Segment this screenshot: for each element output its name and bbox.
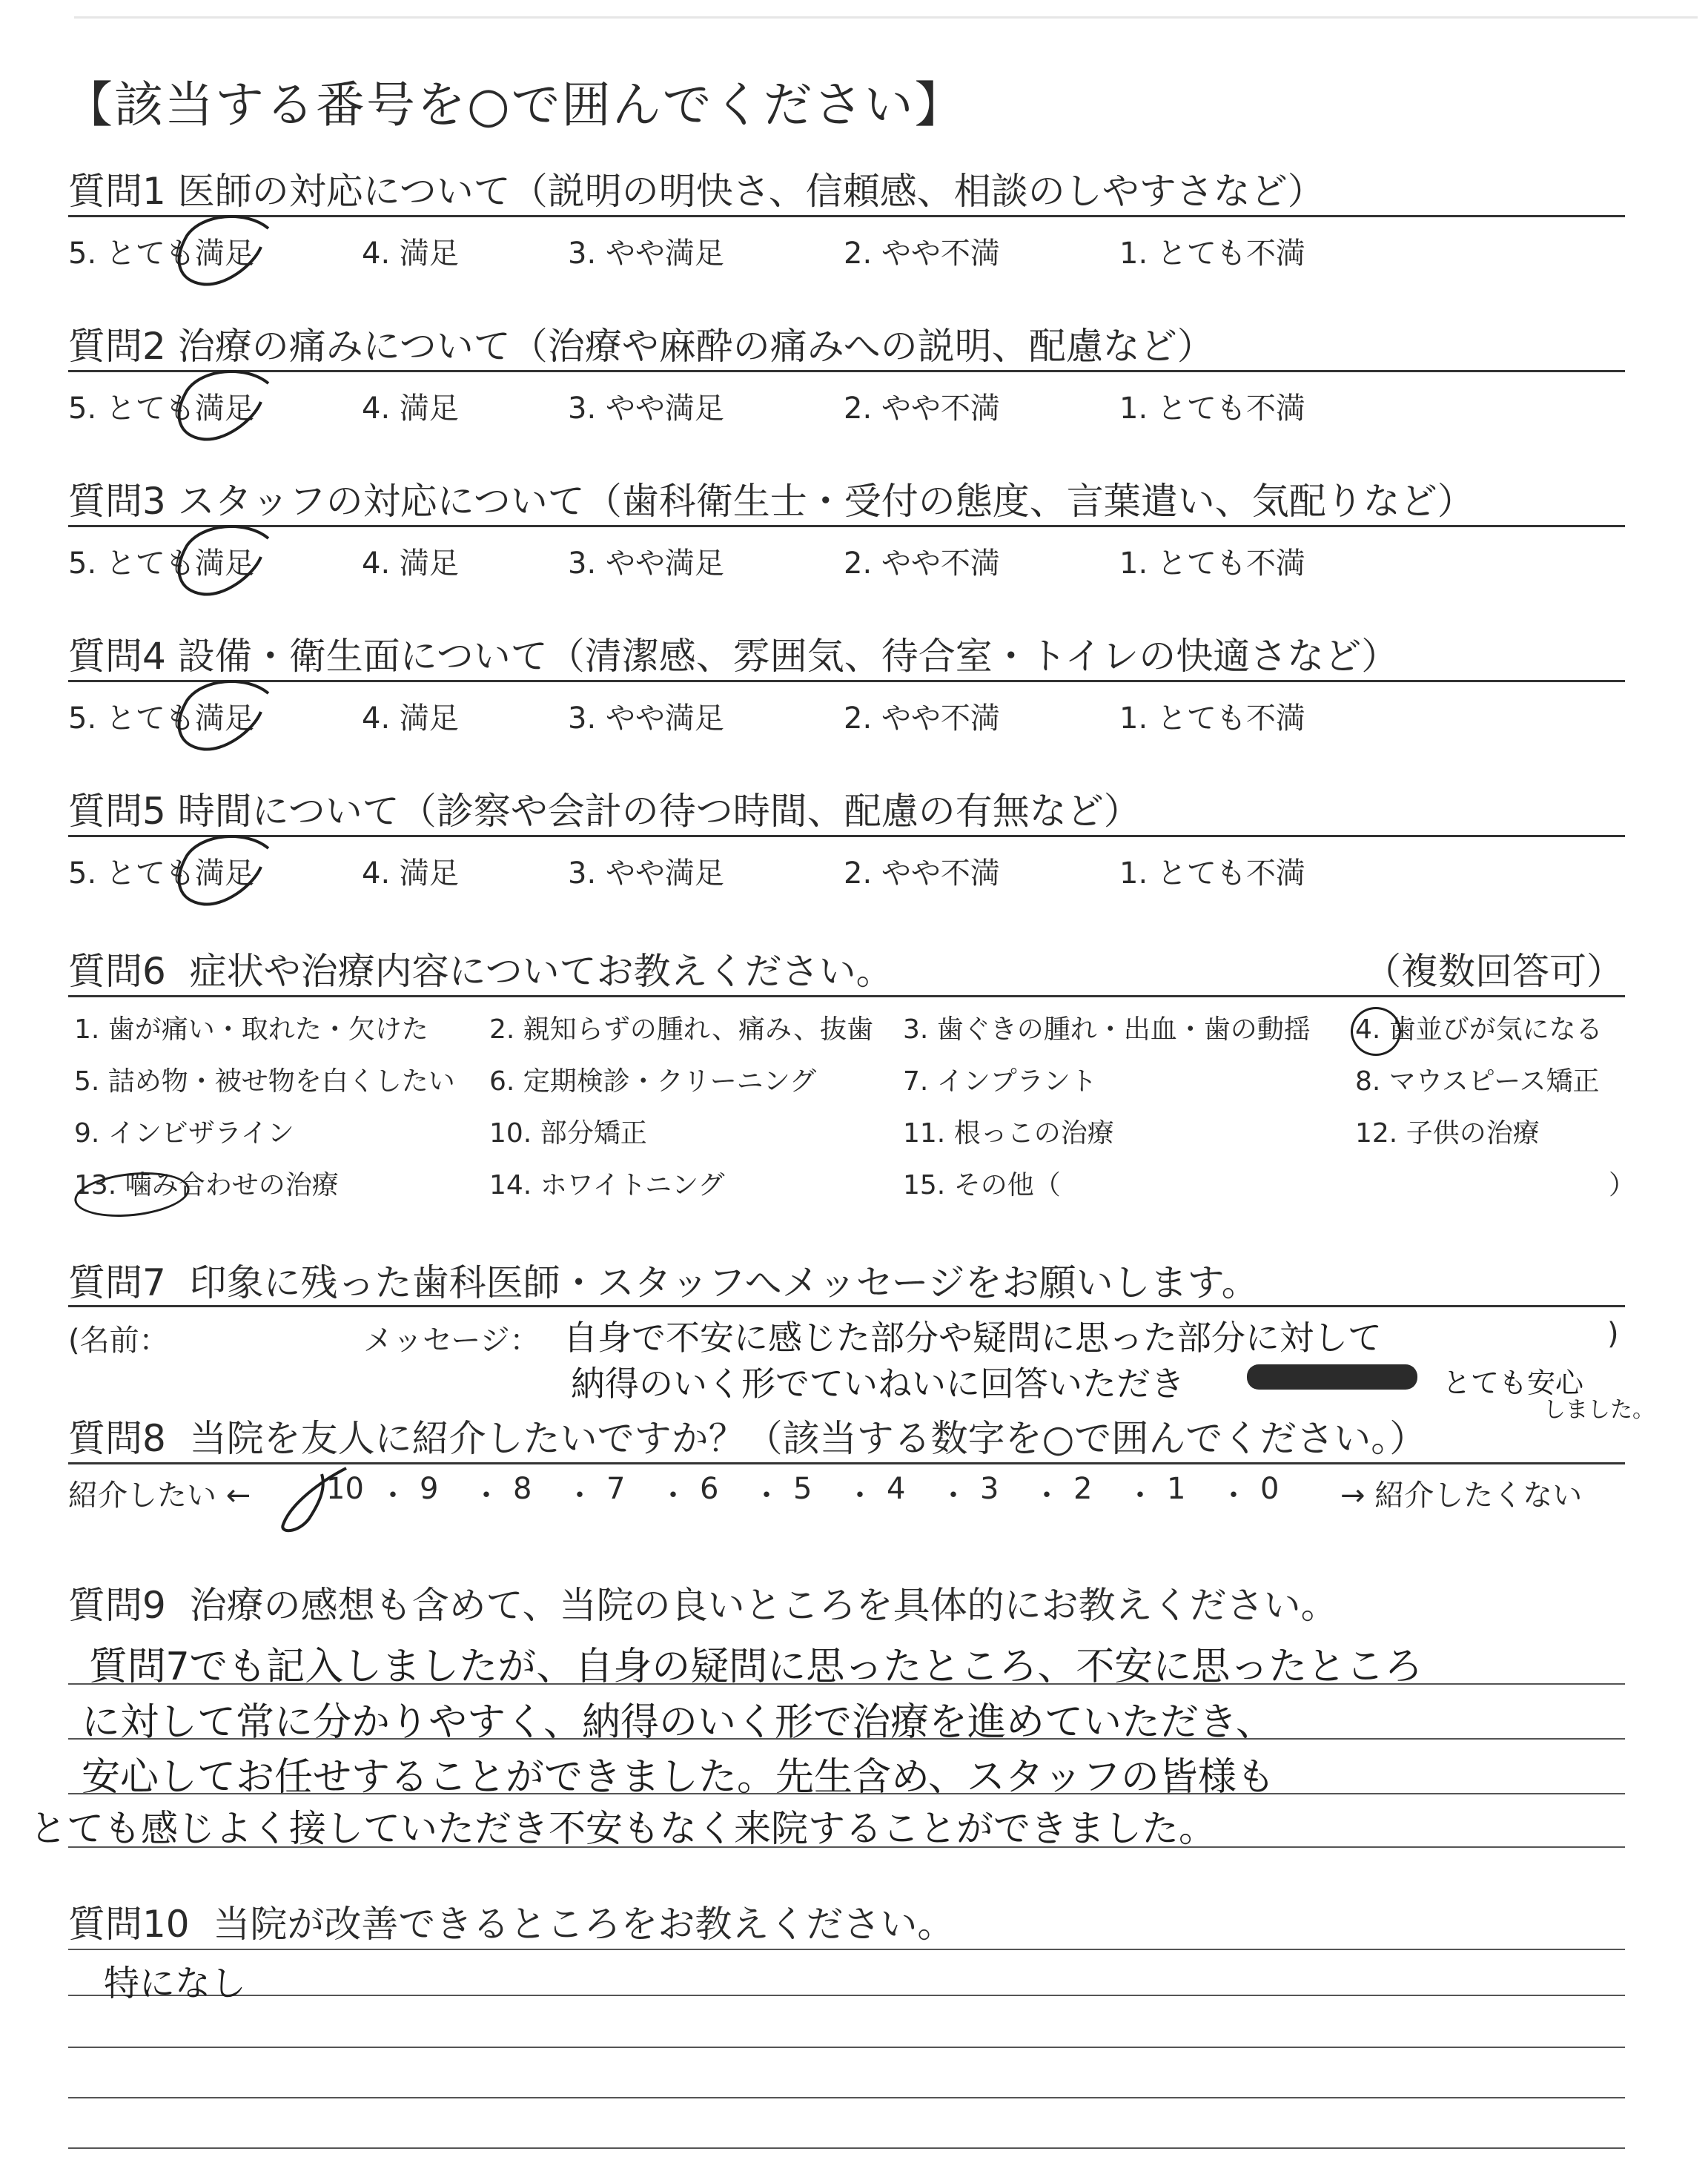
q2-label: 質問2: [68, 325, 166, 368]
recommend-score-9[interactable]: 9: [420, 1472, 439, 1506]
scale-separator: ・: [1219, 1479, 1248, 1513]
q4-selection-mark: [157, 671, 283, 767]
q5-option-2[interactable]: 2. やや不満: [844, 856, 1000, 891]
recommend-score-8[interactable]: 8: [513, 1472, 532, 1506]
q1-option-4[interactable]: 4. 満足: [362, 237, 459, 271]
q2-rule: [68, 370, 1625, 372]
name-label: (名前：: [68, 1324, 169, 1358]
q7-text: 印象に残った歯科医師・スタッフへメッセージをお願いします。: [189, 1261, 1259, 1304]
q2-option-5[interactable]: 5. とても満足: [68, 392, 254, 426]
scale-separator: ・: [565, 1479, 595, 1513]
q9-answer-line-1: 質問7でも記入しましたが、自身の疑問に思ったところ、不安に思ったところ: [89, 1645, 1423, 1689]
recommend-score-2[interactable]: 2: [1073, 1472, 1093, 1506]
q3-text: スタッフの対応について（歯科衛生士・受付の態度、言葉遣い、気配りなど）: [177, 480, 1474, 523]
scale-separator: ・: [939, 1479, 968, 1513]
q7-label: 質問7: [68, 1261, 166, 1304]
q3-option-4[interactable]: 4. 満足: [362, 546, 459, 581]
q4-option-1[interactable]: 1. とても不満: [1119, 701, 1305, 736]
q6-option-3[interactable]: 3. 歯ぐきの腫れ・出血・歯の動揺: [903, 1014, 1311, 1045]
q8-selection-mark: [276, 1459, 357, 1541]
q3-rule: [68, 525, 1625, 527]
q8-text: 当院を友人に紹介したいですか？（該当する数字を○で囲んでください。）: [189, 1417, 1427, 1460]
q5-rule: [68, 835, 1625, 837]
q6-label: 質問6: [68, 950, 166, 993]
q2-option-1[interactable]: 1. とても不満: [1119, 392, 1305, 426]
q3-selection-mark: [157, 516, 283, 612]
recommend-score-3[interactable]: 3: [980, 1472, 999, 1506]
q2-option-3[interactable]: 3. やや満足: [568, 392, 724, 426]
q3-label: 質問3: [68, 480, 166, 523]
q6-option-10[interactable]: 10. 部分矯正: [489, 1118, 647, 1149]
q1-option-1[interactable]: 1. とても不満: [1119, 237, 1305, 271]
recommend-score-10[interactable]: 10: [326, 1472, 364, 1506]
message-tail-1: とても安心: [1443, 1367, 1584, 1399]
q6-option-4-circle: [1351, 1007, 1401, 1056]
q4-option-5[interactable]: 5. とても満足: [68, 701, 254, 736]
q4-option-2[interactable]: 2. やや不満: [844, 701, 1000, 736]
q5-label: 質問5: [68, 790, 166, 833]
top-border: [74, 16, 1698, 19]
scribbled-out-text: [1247, 1364, 1417, 1390]
recommend-score-6[interactable]: 6: [700, 1472, 719, 1506]
q1-rule: [68, 215, 1625, 217]
q6-option-11[interactable]: 11. 根っこの治療: [903, 1118, 1114, 1149]
q6-option-15[interactable]: 15. その他（: [903, 1170, 1061, 1200]
q9-answer-line-3: 安心してお任せすることができました。先生含め、スタッフの皆様も: [82, 1755, 1275, 1800]
q5-option-5[interactable]: 5. とても満足: [68, 856, 254, 891]
scale-separator: ・: [1032, 1479, 1062, 1513]
message-label: メッセージ：: [363, 1324, 540, 1358]
q6-option-14[interactable]: 14. ホワイトニング: [489, 1170, 725, 1200]
q4-label: 質問4: [68, 635, 166, 678]
q6-option-6[interactable]: 6. 定期検診・クリーニング: [489, 1066, 817, 1097]
q10-answer: 特になし: [104, 1963, 247, 2004]
q9-answer-line-2: に対して常に分かりやすく、納得のいく形で治療を進めていただき、: [82, 1700, 1274, 1745]
q6-option-4[interactable]: 4. 歯並びが気になる: [1355, 1014, 1603, 1045]
scale-separator: ・: [845, 1479, 875, 1513]
q1-option-2[interactable]: 2. やや不満: [844, 237, 1000, 271]
q9-answer-line-4: とても感じよく接していただき不安もなく来院することができました。: [30, 1807, 1216, 1850]
q6-option-13[interactable]: 13. 噛み合わせの治療: [74, 1170, 339, 1200]
q3-option-5[interactable]: 5. とても満足: [68, 546, 254, 581]
recommend-score-7[interactable]: 7: [606, 1472, 626, 1506]
q10-line-2: [68, 1995, 1625, 1996]
q6-option-7[interactable]: 7. インプラント: [903, 1066, 1097, 1097]
q4-rule: [68, 680, 1625, 682]
q8-label: 質問8: [68, 1417, 166, 1460]
q5-option-1[interactable]: 1. とても不満: [1119, 856, 1305, 891]
q6-option-5[interactable]: 5. 詰め物・被せ物を白くしたい: [74, 1066, 455, 1097]
q1-option-3[interactable]: 3. やや満足: [568, 237, 724, 271]
recommend-score-0[interactable]: 0: [1260, 1472, 1280, 1506]
scale-separator: ・: [378, 1479, 408, 1513]
q3-option-1[interactable]: 1. とても不満: [1119, 546, 1305, 581]
q9-text: 治療の感想も含めて、当院の良いところを具体的にお教えください。: [189, 1584, 1338, 1627]
q10-label: 質問10: [68, 1903, 190, 1946]
q10-line-3: [68, 2047, 1625, 2048]
scale-separator: ・: [471, 1479, 501, 1513]
q5-option-4[interactable]: 4. 満足: [362, 856, 459, 891]
q9-heading: [68, 1576, 1338, 1629]
recommend-left-label: 紹介したい ←: [68, 1479, 251, 1513]
scale-separator: ・: [1125, 1479, 1155, 1513]
q1-text: 医師の対応について（説明の明快さ、信頼感、相談のしやすさなど）: [177, 170, 1325, 213]
q2-option-4[interactable]: 4. 満足: [362, 392, 459, 426]
q6-option-2[interactable]: 2. 親知らずの腫れ、痛み、抜歯: [489, 1014, 874, 1045]
q3-option-2[interactable]: 2. やや不満: [844, 546, 1000, 581]
q2-option-2[interactable]: 2. やや不満: [844, 392, 1000, 426]
q5-text: 時間について（診察や会計の待つ時間、配慮の有無など）: [177, 790, 1141, 833]
recommend-score-5[interactable]: 5: [793, 1472, 812, 1506]
recommend-right-label: → 紹介したくない: [1340, 1479, 1583, 1513]
q4-option-4[interactable]: 4. 満足: [362, 701, 459, 736]
q1-option-5[interactable]: 5. とても満足: [68, 237, 254, 271]
recommend-score-4[interactable]: 4: [887, 1472, 906, 1506]
q6-heading: [68, 942, 893, 995]
q10-text: 当院が改善できるところをお教えください。: [213, 1903, 955, 1946]
q6-rule: [68, 995, 1625, 997]
message-line-2: 納得のいく形でていねいに回答いただき: [571, 1364, 1185, 1404]
page-title: 【該当する番号を○で囲んでください】: [64, 76, 965, 133]
q7-rule: [68, 1305, 1625, 1307]
q5-selection-mark: [157, 826, 283, 922]
message-tail-2: しました。: [1543, 1397, 1655, 1423]
q10-line-4: [68, 2097, 1625, 2098]
q10-heading: [68, 1895, 954, 1948]
q6-option-9[interactable]: 9. インビザライン: [74, 1118, 294, 1149]
q4-text: 設備・衛生面について（清潔感、雰囲気、待合室・トイレの快適さなど）: [177, 635, 1399, 678]
q6-option-8[interactable]: 8. マウスピース矯正: [1355, 1066, 1600, 1097]
q10-line-1: [68, 1949, 1625, 1950]
q6-option-1[interactable]: 1. 歯が痛い・取れた・欠けた: [74, 1014, 428, 1045]
q9-label: 質問9: [68, 1584, 166, 1627]
q6-note: （複数回答可）: [1364, 950, 1623, 993]
message-line-1: 自身で不安に感じた部分や疑問に思った部分に対して: [563, 1318, 1382, 1358]
q6-text: 症状や治療内容についてお教えください。: [189, 950, 893, 993]
q2-text: 治療の痛みについて（治療や麻酔の痛みへの説明、配慮など）: [177, 325, 1214, 368]
scale-separator: ・: [752, 1479, 781, 1513]
recommend-score-1[interactable]: 1: [1167, 1472, 1186, 1506]
q6-option-15-close: ）: [1609, 1170, 1636, 1200]
q7-heading: [68, 1253, 1259, 1307]
q5-option-3[interactable]: 3. やや満足: [568, 856, 724, 891]
q1-selection-mark: [157, 206, 283, 303]
q4-option-3[interactable]: 3. やや満足: [568, 701, 724, 736]
q10-line-5: [68, 2147, 1625, 2149]
message-close-paren: ): [1607, 1317, 1619, 1351]
q1-label: 質問1: [68, 170, 166, 213]
scale-separator: ・: [658, 1479, 688, 1513]
q6-option-12[interactable]: 12. 子供の治療: [1355, 1118, 1540, 1149]
q3-option-3[interactable]: 3. やや満足: [568, 546, 724, 581]
q2-selection-mark: [157, 361, 283, 458]
q8-heading: [68, 1409, 1426, 1462]
